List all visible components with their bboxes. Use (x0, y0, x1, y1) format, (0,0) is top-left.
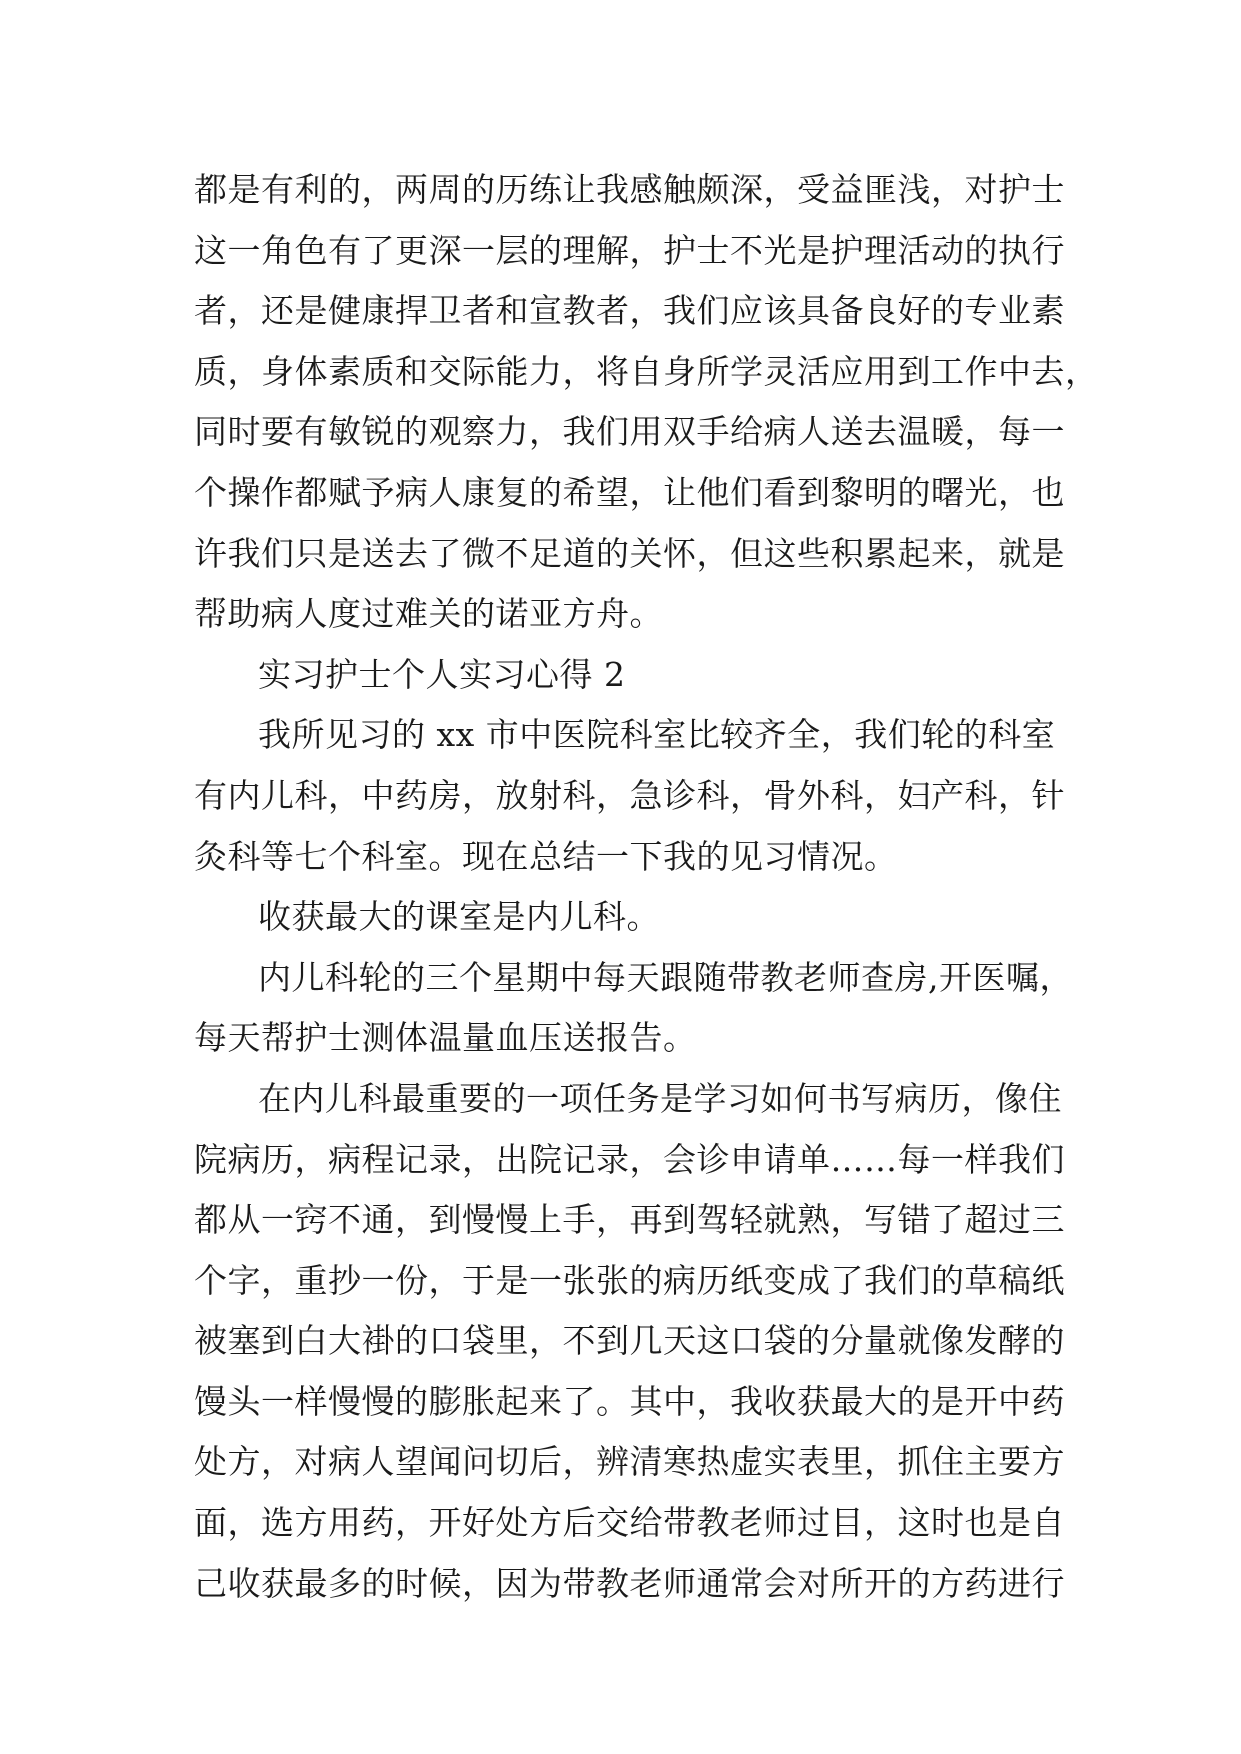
text-line: 质，身体素质和交际能力，将自身所学灵活应用到工作中去， (194, 351, 1099, 391)
text-line: 馒头一样慢慢的膨胀起来了。其中，我收获最大的是开中药 (194, 1381, 1065, 1421)
text-line: 每天帮护士测体温量血压送报告。 (194, 1018, 697, 1058)
text-line: 内儿科轮的三个星期中每天跟随带教老师查房,开医嘱， (258, 957, 1073, 997)
text-line: 收获最大的课室是内儿科。 (258, 897, 660, 937)
text-line: 实习护士个人实习心得 2 (258, 654, 626, 694)
text-line: 个操作都赋予病人康复的希望，让他们看到黎明的曙光，也 (194, 472, 1065, 512)
text-line: 在内儿科最重要的一项任务是学习如何书写病历，像住 (258, 1078, 1062, 1118)
text-line: 我所见习的 xx 市中医院科室比较齐全，我们轮的科室 (258, 715, 1056, 755)
text-line: 院病历，病程记录，出院记录，会诊申请单……每一样我们 (194, 1139, 1065, 1179)
text-line: 许我们只是送去了微不足道的关怀，但这些积累起来，就是 (194, 533, 1065, 573)
text-line: 个字，重抄一份，于是一张张的病历纸变成了我们的草稿纸 (194, 1260, 1065, 1300)
text-line: 己收获最多的时候，因为带教老师通常会对所开的方药进行 (194, 1563, 1065, 1603)
text-line: 被塞到白大褂的口袋里，不到几天这口袋的分量就像发酵的 (194, 1321, 1065, 1361)
document-body (194, 160, 1099, 1614)
text-line: 帮助病人度过难关的诺亚方舟。 (194, 594, 663, 634)
text-line: 有内儿科，中药房，放射科，急诊科，骨外科，妇产科，针 (194, 775, 1065, 815)
text-line: 都从一窍不通，到慢慢上手，再到驾轻就熟，写错了超过三 (194, 1200, 1065, 1240)
text-line: 灸科等七个科室。现在总结一下我的见习情况。 (194, 836, 898, 876)
text-line: 处方，对病人望闻问切后，辨清寒热虚实表里，抓住主要方 (194, 1442, 1065, 1482)
text-line: 这一角色有了更深一层的理解，护士不光是护理活动的执行 (194, 230, 1065, 270)
text-line: 面，选方用药，开好处方后交给带教老师过目，这时也是自 (194, 1503, 1065, 1543)
text-line: 都是有利的，两周的历练让我感触颇深，受益匪浅，对护士 (194, 170, 1065, 209)
text-line: 者，还是健康捍卫者和宣教者，我们应该具备良好的专业素 (194, 291, 1065, 331)
text-line: 同时要有敏锐的观察力，我们用双手给病人送去温暖，每一 (194, 412, 1065, 452)
